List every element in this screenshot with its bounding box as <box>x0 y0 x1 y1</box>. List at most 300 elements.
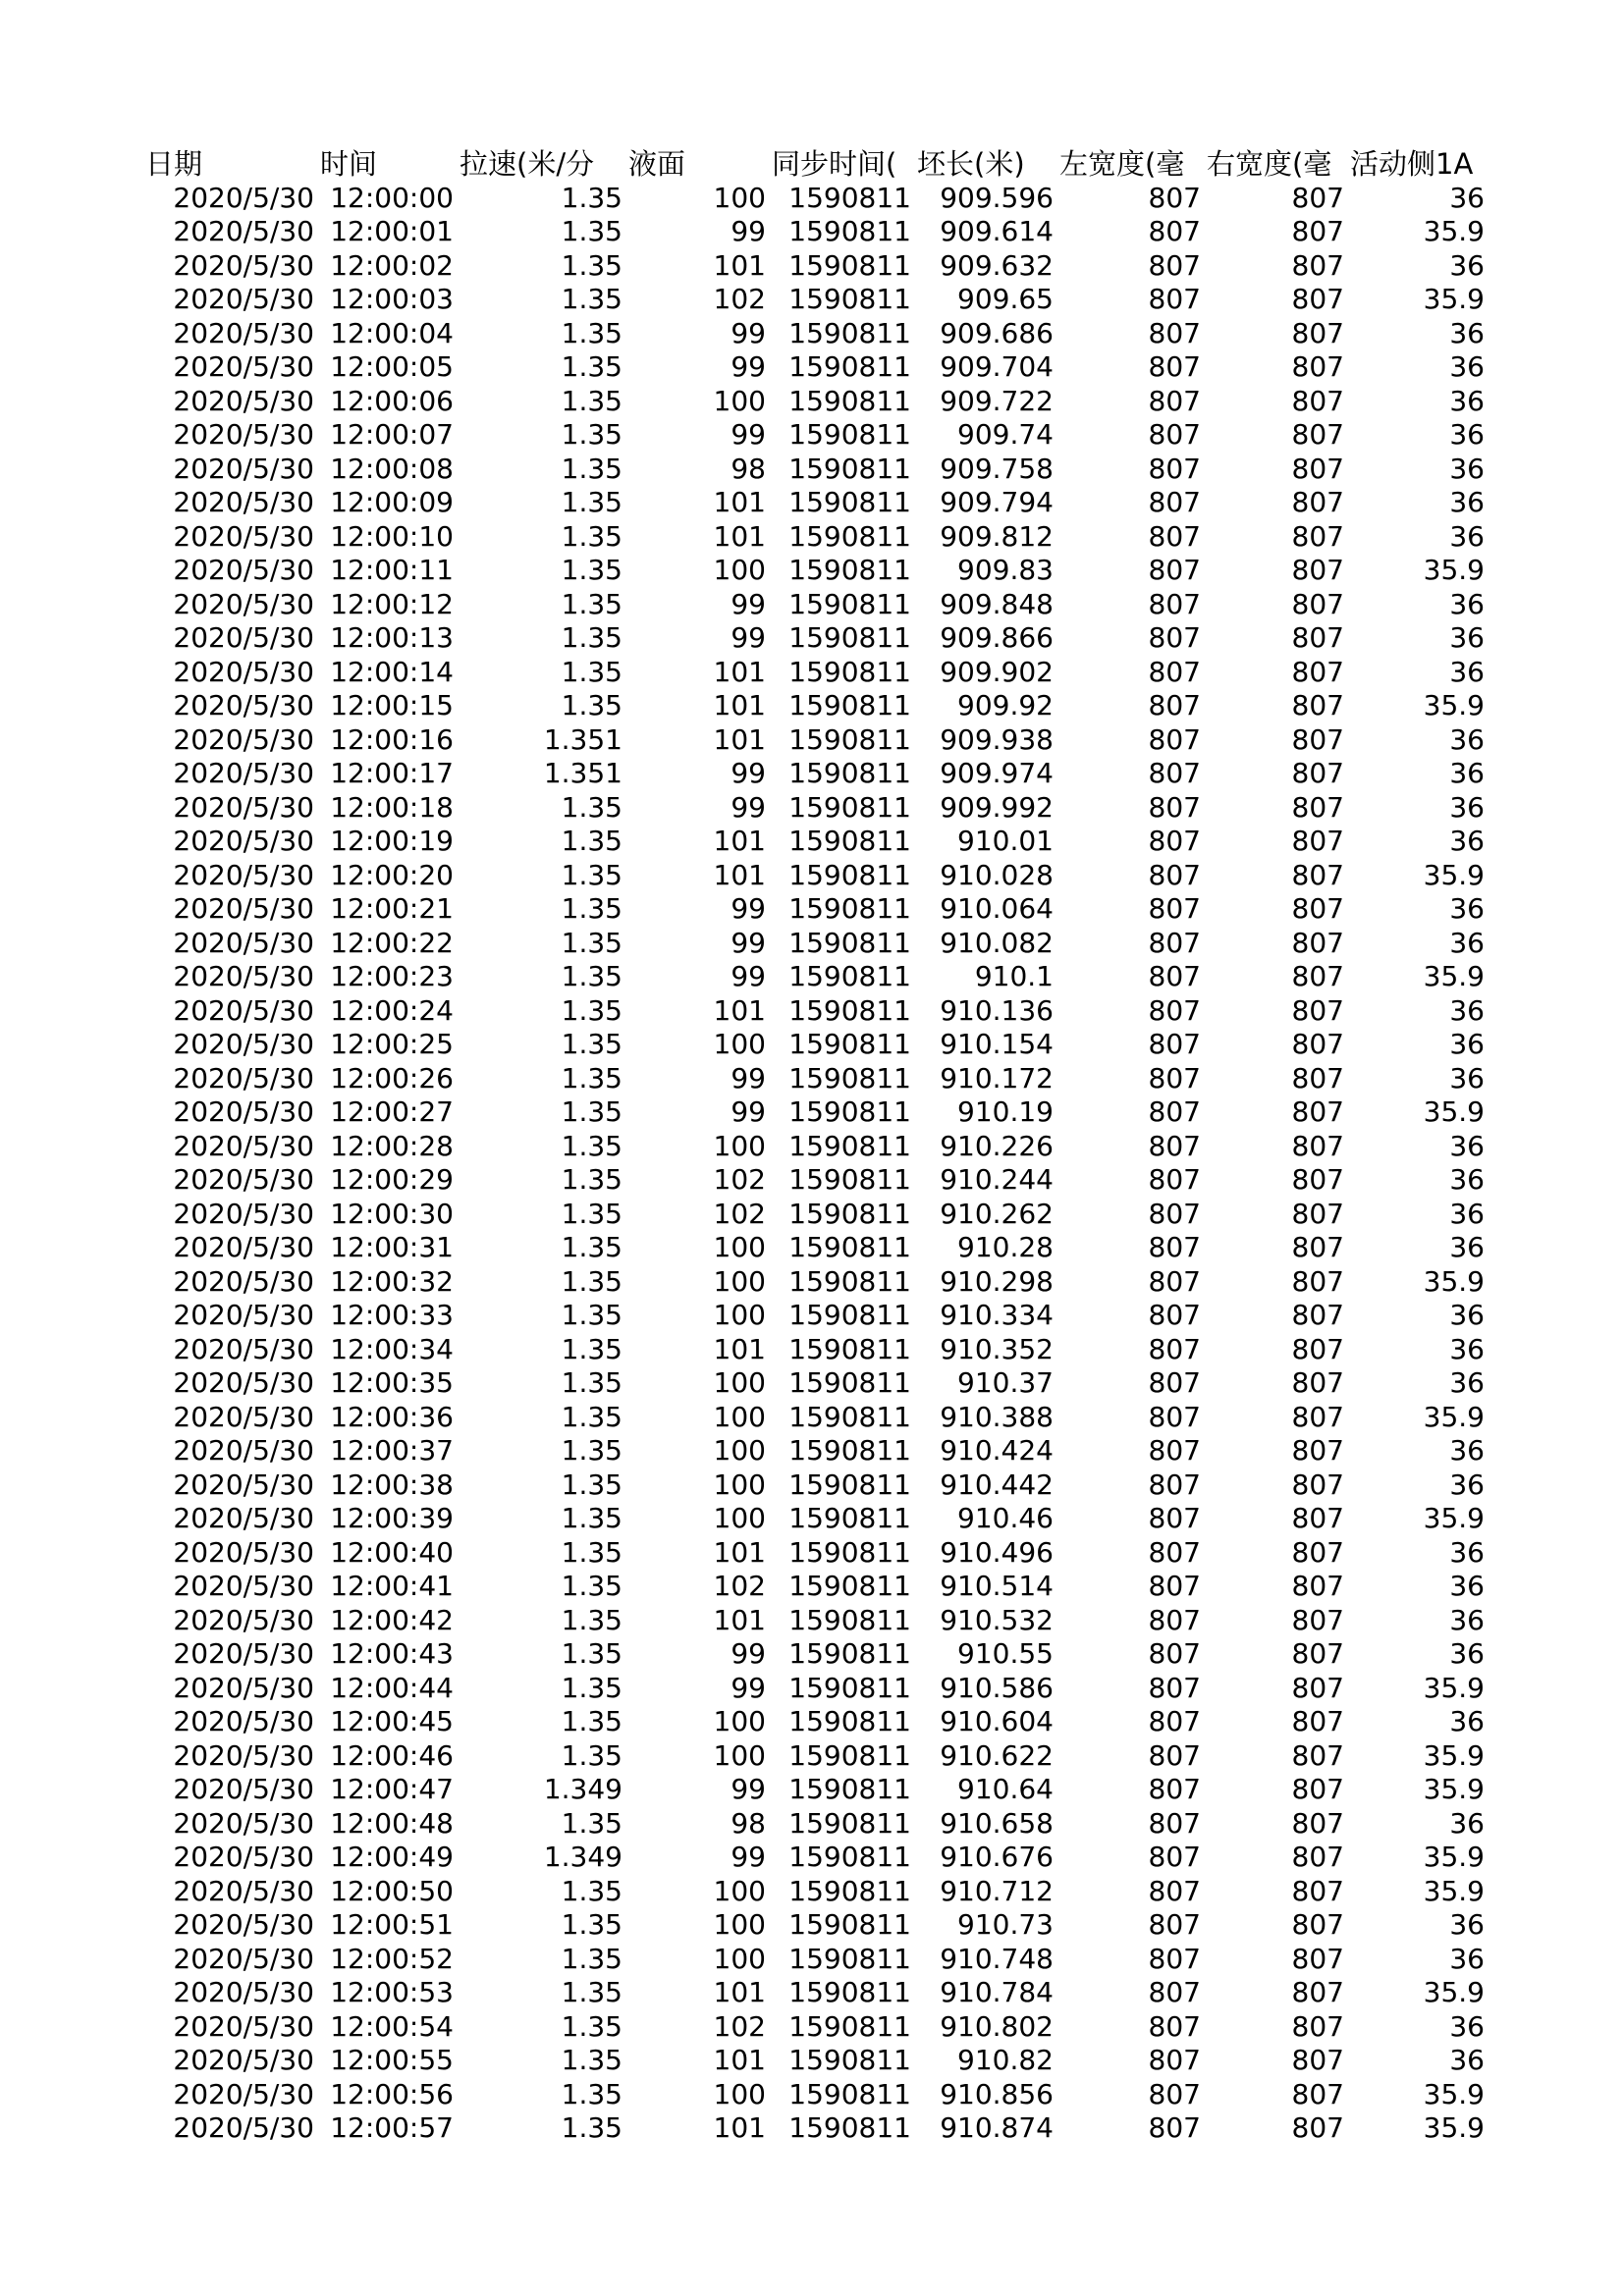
table-row <box>142 182 1488 216</box>
cell-right-width: 807 <box>1291 1468 1344 1501</box>
cell-right-width: 807 <box>1291 1231 1344 1263</box>
cell-sync-time: 1590811 <box>788 655 911 688</box>
cell-active-side: 35.9 <box>1423 554 1485 586</box>
cell-active-side: 36 <box>1449 1197 1485 1230</box>
cell-left-width: 807 <box>1148 1603 1201 1636</box>
cell-level: 100 <box>713 1434 766 1467</box>
cell-length: 909.65 <box>957 283 1054 315</box>
cell-left-width: 807 <box>1148 2044 1201 2076</box>
cell-active-side: 35.9 <box>1423 1095 1485 1128</box>
cell-sync-time: 1590811 <box>788 1299 911 1331</box>
cell-length: 910.73 <box>957 1908 1054 1941</box>
cell-right-width: 807 <box>1291 1705 1344 1737</box>
cell-active-side: 36 <box>1449 350 1485 383</box>
cell-time: 12:00:37 <box>330 1434 454 1467</box>
cell-active-side: 36 <box>1449 1570 1485 1602</box>
table-row <box>142 2111 1488 2146</box>
cell-date: 2020/5/30 <box>173 1603 314 1636</box>
cell-speed: 1.35 <box>561 1874 623 1907</box>
cell-right-width: 807 <box>1291 892 1344 925</box>
cell-time: 12:00:21 <box>330 892 454 925</box>
cell-active-side: 36 <box>1449 1908 1485 1941</box>
cell-date: 2020/5/30 <box>173 1502 314 1534</box>
cell-time: 12:00:08 <box>330 452 454 485</box>
cell-date: 2020/5/30 <box>173 486 314 518</box>
cell-length: 910.298 <box>940 1264 1054 1298</box>
cell-active-side: 36 <box>1449 1637 1485 1670</box>
cell-length: 910.226 <box>940 1129 1054 1162</box>
cell-time: 12:00:53 <box>330 1976 454 2008</box>
cell-time: 12:00:45 <box>330 1705 454 1737</box>
cell-time: 12:00:55 <box>330 2044 454 2076</box>
cell-length: 909.938 <box>940 722 1054 756</box>
cell-speed: 1.35 <box>561 1468 623 1501</box>
cell-level: 101 <box>713 655 766 688</box>
cell-right-width: 807 <box>1291 825 1344 857</box>
cell-sync-time: 1590811 <box>788 554 911 586</box>
cell-left-width: 807 <box>1148 1738 1201 1772</box>
cell-level: 98 <box>731 452 766 485</box>
cell-right-width: 807 <box>1291 519 1344 553</box>
cell-speed: 1.35 <box>561 1231 623 1263</box>
cell-sync-time: 1590811 <box>788 1434 911 1467</box>
cell-length: 910.802 <box>940 2009 1054 2043</box>
cell-left-width: 807 <box>1148 926 1201 959</box>
cell-speed: 1.35 <box>561 283 623 315</box>
cell-right-width: 807 <box>1291 1874 1344 1907</box>
cell-active-side: 36 <box>1449 1468 1485 1501</box>
cell-date: 2020/5/30 <box>173 1908 314 1941</box>
cell-length: 909.92 <box>957 689 1054 721</box>
cell-left-width: 807 <box>1148 1400 1201 1433</box>
cell-level: 101 <box>713 722 766 756</box>
cell-time: 12:00:35 <box>330 1366 454 1399</box>
cell-right-width: 807 <box>1291 1434 1344 1467</box>
cell-time: 12:00:02 <box>330 248 454 282</box>
cell-active-side: 35.9 <box>1423 2077 1485 2110</box>
cell-level: 100 <box>713 1942 766 1975</box>
cell-time: 12:00:26 <box>330 1061 454 1095</box>
table-row <box>142 859 1488 893</box>
cell-length: 910.586 <box>940 1671 1054 1704</box>
cell-sync-time: 1590811 <box>788 825 911 857</box>
cell-level: 100 <box>713 554 766 586</box>
cell-left-width: 807 <box>1148 554 1201 586</box>
cell-length: 910.082 <box>940 926 1054 959</box>
cell-left-width: 807 <box>1148 1468 1201 1501</box>
cell-speed: 1.35 <box>561 1942 623 1975</box>
spreadsheet-table <box>142 147 1488 2146</box>
cell-time: 12:00:06 <box>330 384 454 417</box>
table-row <box>142 249 1488 284</box>
cell-level: 99 <box>731 1061 766 1095</box>
cell-date: 2020/5/30 <box>173 418 314 451</box>
cell-length: 910.622 <box>940 1738 1054 1772</box>
cell-length: 910.334 <box>940 1299 1054 1331</box>
cell-speed: 1.35 <box>561 858 623 891</box>
cell-length: 910.19 <box>957 1095 1054 1128</box>
cell-date: 2020/5/30 <box>173 1570 314 1602</box>
cell-level: 101 <box>713 858 766 891</box>
cell-left-width: 807 <box>1148 1942 1201 1975</box>
cell-right-width: 807 <box>1291 722 1344 756</box>
table-row <box>142 486 1488 520</box>
cell-time: 12:00:31 <box>330 1231 454 1263</box>
cell-sync-time: 1590811 <box>788 1976 911 2008</box>
table-row <box>142 960 1488 994</box>
cell-level: 102 <box>713 1570 766 1602</box>
cell-active-side: 35.9 <box>1423 1874 1485 1907</box>
cell-sync-time: 1590811 <box>788 1468 911 1501</box>
cell-time: 12:00:50 <box>330 1874 454 1907</box>
cell-date: 2020/5/30 <box>173 519 314 553</box>
cell-date: 2020/5/30 <box>173 1874 314 1907</box>
table-row <box>142 520 1488 555</box>
cell-active-side: 36 <box>1449 790 1485 824</box>
table-row <box>142 1231 1488 1265</box>
cell-left-width: 807 <box>1148 892 1201 925</box>
cell-active-side: 36 <box>1449 1942 1485 1975</box>
cell-right-width: 807 <box>1291 1841 1344 1873</box>
cell-active-side: 36 <box>1449 655 1485 688</box>
cell-left-width: 807 <box>1148 2009 1201 2043</box>
cell-level: 101 <box>713 1603 766 1636</box>
cell-date: 2020/5/30 <box>173 1637 314 1670</box>
cell-time: 12:00:00 <box>330 181 454 214</box>
cell-sync-time: 1590811 <box>788 2044 911 2076</box>
cell-sync-time: 1590811 <box>788 2077 911 2110</box>
table-row <box>142 1570 1488 1604</box>
cell-sync-time: 1590811 <box>788 1231 911 1263</box>
cell-right-width: 807 <box>1291 1095 1344 1128</box>
cell-date: 2020/5/30 <box>173 757 314 789</box>
cell-sync-time: 1590811 <box>788 1570 911 1602</box>
cell-speed: 1.35 <box>561 1570 623 1602</box>
cell-level: 101 <box>713 1332 766 1365</box>
cell-sync-time: 1590811 <box>788 722 911 756</box>
cell-level: 101 <box>713 248 766 282</box>
cell-sync-time: 1590811 <box>788 1163 911 1196</box>
cell-speed: 1.35 <box>561 181 623 214</box>
cell-left-width: 807 <box>1148 215 1201 247</box>
cell-speed: 1.35 <box>561 2044 623 2076</box>
cell-speed: 1.35 <box>561 1535 623 1569</box>
table-row <box>142 1705 1488 1739</box>
cell-active-side: 36 <box>1449 1163 1485 1196</box>
cell-active-side: 36 <box>1449 418 1485 451</box>
cell-level: 99 <box>731 621 766 654</box>
cell-length: 910.82 <box>957 2044 1054 2076</box>
cell-date: 2020/5/30 <box>173 993 314 1027</box>
cell-sync-time: 1590811 <box>788 1671 911 1704</box>
cell-speed: 1.35 <box>561 790 623 824</box>
cell-time: 12:00:46 <box>330 1738 454 1772</box>
cell-level: 99 <box>731 316 766 349</box>
cell-left-width: 807 <box>1148 1332 1201 1365</box>
cell-active-side: 35.9 <box>1423 1400 1485 1433</box>
cell-speed: 1.35 <box>561 1129 623 1162</box>
cell-sync-time: 1590811 <box>788 1332 911 1365</box>
cell-length: 910.172 <box>940 1061 1054 1095</box>
cell-speed: 1.35 <box>561 1332 623 1365</box>
cell-sync-time: 1590811 <box>788 283 911 315</box>
cell-length: 910.1 <box>974 960 1054 992</box>
cell-active-side: 36 <box>1449 1061 1485 1095</box>
cell-active-side: 36 <box>1449 452 1485 485</box>
cell-active-side: 35.9 <box>1423 960 1485 992</box>
table-row <box>142 825 1488 859</box>
column-header-date: 日期 <box>145 147 203 181</box>
cell-date: 2020/5/30 <box>173 1976 314 2008</box>
cell-level: 99 <box>731 1773 766 1805</box>
cell-speed: 1.35 <box>561 655 623 688</box>
cell-right-width: 807 <box>1291 1502 1344 1534</box>
cell-active-side: 36 <box>1449 181 1485 214</box>
cell-length: 910.856 <box>940 2077 1054 2110</box>
cell-length: 910.262 <box>940 1197 1054 1230</box>
cell-date: 2020/5/30 <box>173 655 314 688</box>
cell-left-width: 807 <box>1148 486 1201 518</box>
cell-left-width: 807 <box>1148 316 1201 349</box>
table-row <box>142 994 1488 1029</box>
cell-time: 12:00:15 <box>330 689 454 721</box>
cell-time: 12:00:12 <box>330 587 454 620</box>
cell-time: 12:00:16 <box>330 722 454 756</box>
cell-level: 101 <box>713 2111 766 2144</box>
cell-speed: 1.35 <box>561 621 623 654</box>
cell-time: 12:00:39 <box>330 1502 454 1534</box>
table-row <box>142 350 1488 385</box>
cell-right-width: 807 <box>1291 1332 1344 1365</box>
cell-active-side: 35.9 <box>1423 1841 1485 1873</box>
cell-date: 2020/5/30 <box>173 248 314 282</box>
cell-right-width: 807 <box>1291 384 1344 417</box>
cell-length: 910.37 <box>957 1366 1054 1399</box>
cell-time: 12:00:20 <box>330 858 454 891</box>
cell-level: 102 <box>713 283 766 315</box>
cell-length: 910.244 <box>940 1163 1054 1196</box>
cell-date: 2020/5/30 <box>173 1942 314 1975</box>
cell-right-width: 807 <box>1291 587 1344 620</box>
cell-level: 100 <box>713 2077 766 2110</box>
cell-right-width: 807 <box>1291 554 1344 586</box>
cell-speed: 1.35 <box>561 248 623 282</box>
cell-active-side: 36 <box>1449 722 1485 756</box>
cell-length: 909.902 <box>940 655 1054 688</box>
cell-right-width: 807 <box>1291 1264 1344 1298</box>
cell-date: 2020/5/30 <box>173 1095 314 1128</box>
cell-time: 12:00:05 <box>330 350 454 383</box>
column-header-time: 时间 <box>320 147 378 181</box>
cell-left-width: 807 <box>1148 858 1201 891</box>
cell-speed: 1.35 <box>561 1299 623 1331</box>
cell-time: 12:00:07 <box>330 418 454 451</box>
cell-level: 99 <box>731 587 766 620</box>
cell-time: 12:00:36 <box>330 1400 454 1433</box>
table-row <box>142 1672 1488 1706</box>
cell-time: 12:00:23 <box>330 960 454 992</box>
cell-speed: 1.35 <box>561 2077 623 2110</box>
table-row <box>142 317 1488 351</box>
cell-time: 12:00:10 <box>330 519 454 553</box>
cell-sync-time: 1590811 <box>788 993 911 1027</box>
cell-right-width: 807 <box>1291 1806 1344 1840</box>
cell-sync-time: 1590811 <box>788 926 911 959</box>
cell-time: 12:00:30 <box>330 1197 454 1230</box>
cell-speed: 1.35 <box>561 215 623 247</box>
cell-speed: 1.35 <box>561 384 623 417</box>
cell-time: 12:00:54 <box>330 2009 454 2043</box>
cell-left-width: 807 <box>1148 1773 1201 1805</box>
cell-active-side: 36 <box>1449 757 1485 789</box>
cell-left-width: 807 <box>1148 689 1201 721</box>
cell-sync-time: 1590811 <box>788 1400 911 1433</box>
cell-active-side: 36 <box>1449 1028 1485 1060</box>
cell-left-width: 807 <box>1148 1231 1201 1263</box>
cell-active-side: 35.9 <box>1423 283 1485 315</box>
cell-level: 99 <box>731 960 766 992</box>
cell-right-width: 807 <box>1291 1942 1344 1975</box>
cell-speed: 1.35 <box>561 316 623 349</box>
table-row <box>142 2044 1488 2078</box>
cell-right-width: 807 <box>1291 1061 1344 1095</box>
cell-active-side: 36 <box>1449 384 1485 417</box>
table-row <box>142 418 1488 453</box>
cell-speed: 1.35 <box>561 689 623 721</box>
cell-active-side: 36 <box>1449 926 1485 959</box>
cell-active-side: 35.9 <box>1423 858 1485 891</box>
cell-length: 910.064 <box>940 892 1054 925</box>
cell-right-width: 807 <box>1291 486 1344 518</box>
cell-time: 12:00:47 <box>330 1773 454 1805</box>
cell-active-side: 36 <box>1449 1332 1485 1365</box>
cell-time: 12:00:29 <box>330 1163 454 1196</box>
cell-time: 12:00:25 <box>330 1028 454 1060</box>
cell-active-side: 35.9 <box>1423 215 1485 247</box>
table-row <box>142 621 1488 656</box>
table-row <box>142 1976 1488 2010</box>
cell-sync-time: 1590811 <box>788 1535 911 1569</box>
cell-active-side: 36 <box>1449 825 1485 857</box>
cell-time: 12:00:49 <box>330 1841 454 1873</box>
cell-speed: 1.35 <box>561 2009 623 2043</box>
cell-left-width: 807 <box>1148 1197 1201 1230</box>
cell-length: 910.01 <box>957 825 1054 857</box>
cell-active-side: 36 <box>1449 1535 1485 1569</box>
cell-speed: 1.35 <box>561 452 623 485</box>
cell-level: 101 <box>713 825 766 857</box>
cell-sync-time: 1590811 <box>788 1095 911 1128</box>
cell-date: 2020/5/30 <box>173 1738 314 1772</box>
cell-time: 12:00:13 <box>330 621 454 654</box>
cell-time: 12:00:27 <box>330 1095 454 1128</box>
cell-time: 12:00:14 <box>330 655 454 688</box>
table-row <box>142 1028 1488 1062</box>
table-row <box>142 283 1488 317</box>
cell-length: 910.874 <box>940 2111 1054 2144</box>
table-row <box>142 1875 1488 1909</box>
cell-sync-time: 1590811 <box>788 2111 911 2144</box>
cell-length: 910.532 <box>940 1603 1054 1636</box>
cell-sync-time: 1590811 <box>788 316 911 349</box>
table-row <box>142 723 1488 758</box>
cell-left-width: 807 <box>1148 2077 1201 2110</box>
table-row <box>142 1062 1488 1096</box>
cell-right-width: 807 <box>1291 1400 1344 1433</box>
cell-length: 909.614 <box>940 215 1054 247</box>
cell-right-width: 807 <box>1291 1129 1344 1162</box>
cell-sync-time: 1590811 <box>788 858 911 891</box>
cell-left-width: 807 <box>1148 283 1201 315</box>
cell-time: 12:00:43 <box>330 1637 454 1670</box>
cell-date: 2020/5/30 <box>173 1806 314 1840</box>
table-row <box>142 1604 1488 1638</box>
cell-sync-time: 1590811 <box>788 2009 911 2043</box>
table-row <box>142 1739 1488 1774</box>
column-header-sync-time: 同步时间( <box>772 147 897 181</box>
cell-date: 2020/5/30 <box>173 587 314 620</box>
cell-length: 909.974 <box>940 757 1054 789</box>
cell-date: 2020/5/30 <box>173 1434 314 1467</box>
cell-right-width: 807 <box>1291 215 1344 247</box>
cell-speed: 1.35 <box>561 1366 623 1399</box>
cell-left-width: 807 <box>1148 790 1201 824</box>
cell-length: 910.028 <box>940 858 1054 891</box>
cell-speed: 1.35 <box>561 587 623 620</box>
cell-date: 2020/5/30 <box>173 384 314 417</box>
cell-active-side: 36 <box>1449 316 1485 349</box>
cell-length: 910.136 <box>940 993 1054 1027</box>
cell-sync-time: 1590811 <box>788 1028 911 1060</box>
cell-level: 100 <box>713 1264 766 1298</box>
cell-date: 2020/5/30 <box>173 621 314 654</box>
cell-length: 910.712 <box>940 1874 1054 1907</box>
cell-level: 100 <box>713 1705 766 1737</box>
cell-level: 99 <box>731 1095 766 1128</box>
cell-speed: 1.35 <box>561 1976 623 2008</box>
cell-active-side: 35.9 <box>1423 1264 1485 1298</box>
cell-left-width: 807 <box>1148 350 1201 383</box>
table-row <box>142 892 1488 927</box>
cell-right-width: 807 <box>1291 1976 1344 2008</box>
cell-speed: 1.35 <box>561 1264 623 1298</box>
column-header-right-width: 右宽度(毫 <box>1207 147 1332 181</box>
cell-level: 100 <box>713 1738 766 1772</box>
cell-left-width: 807 <box>1148 1028 1201 1060</box>
cell-level: 98 <box>731 1806 766 1840</box>
cell-active-side: 35.9 <box>1423 1773 1485 1805</box>
cell-date: 2020/5/30 <box>173 316 314 349</box>
cell-date: 2020/5/30 <box>173 350 314 383</box>
cell-active-side: 35.9 <box>1423 2111 1485 2144</box>
cell-speed: 1.35 <box>561 892 623 925</box>
cell-sync-time: 1590811 <box>788 1264 911 1298</box>
cell-date: 2020/5/30 <box>173 1705 314 1737</box>
cell-left-width: 807 <box>1148 384 1201 417</box>
cell-sync-time: 1590811 <box>788 519 911 553</box>
cell-left-width: 807 <box>1148 757 1201 789</box>
cell-level: 100 <box>713 1874 766 1907</box>
cell-date: 2020/5/30 <box>173 1841 314 1873</box>
cell-right-width: 807 <box>1291 1535 1344 1569</box>
cell-active-side: 36 <box>1449 1129 1485 1162</box>
cell-active-side: 36 <box>1449 587 1485 620</box>
cell-left-width: 807 <box>1148 2111 1201 2144</box>
cell-right-width: 807 <box>1291 1671 1344 1704</box>
cell-level: 102 <box>713 1197 766 1230</box>
cell-left-width: 807 <box>1148 1874 1201 1907</box>
cell-right-width: 807 <box>1291 1028 1344 1060</box>
